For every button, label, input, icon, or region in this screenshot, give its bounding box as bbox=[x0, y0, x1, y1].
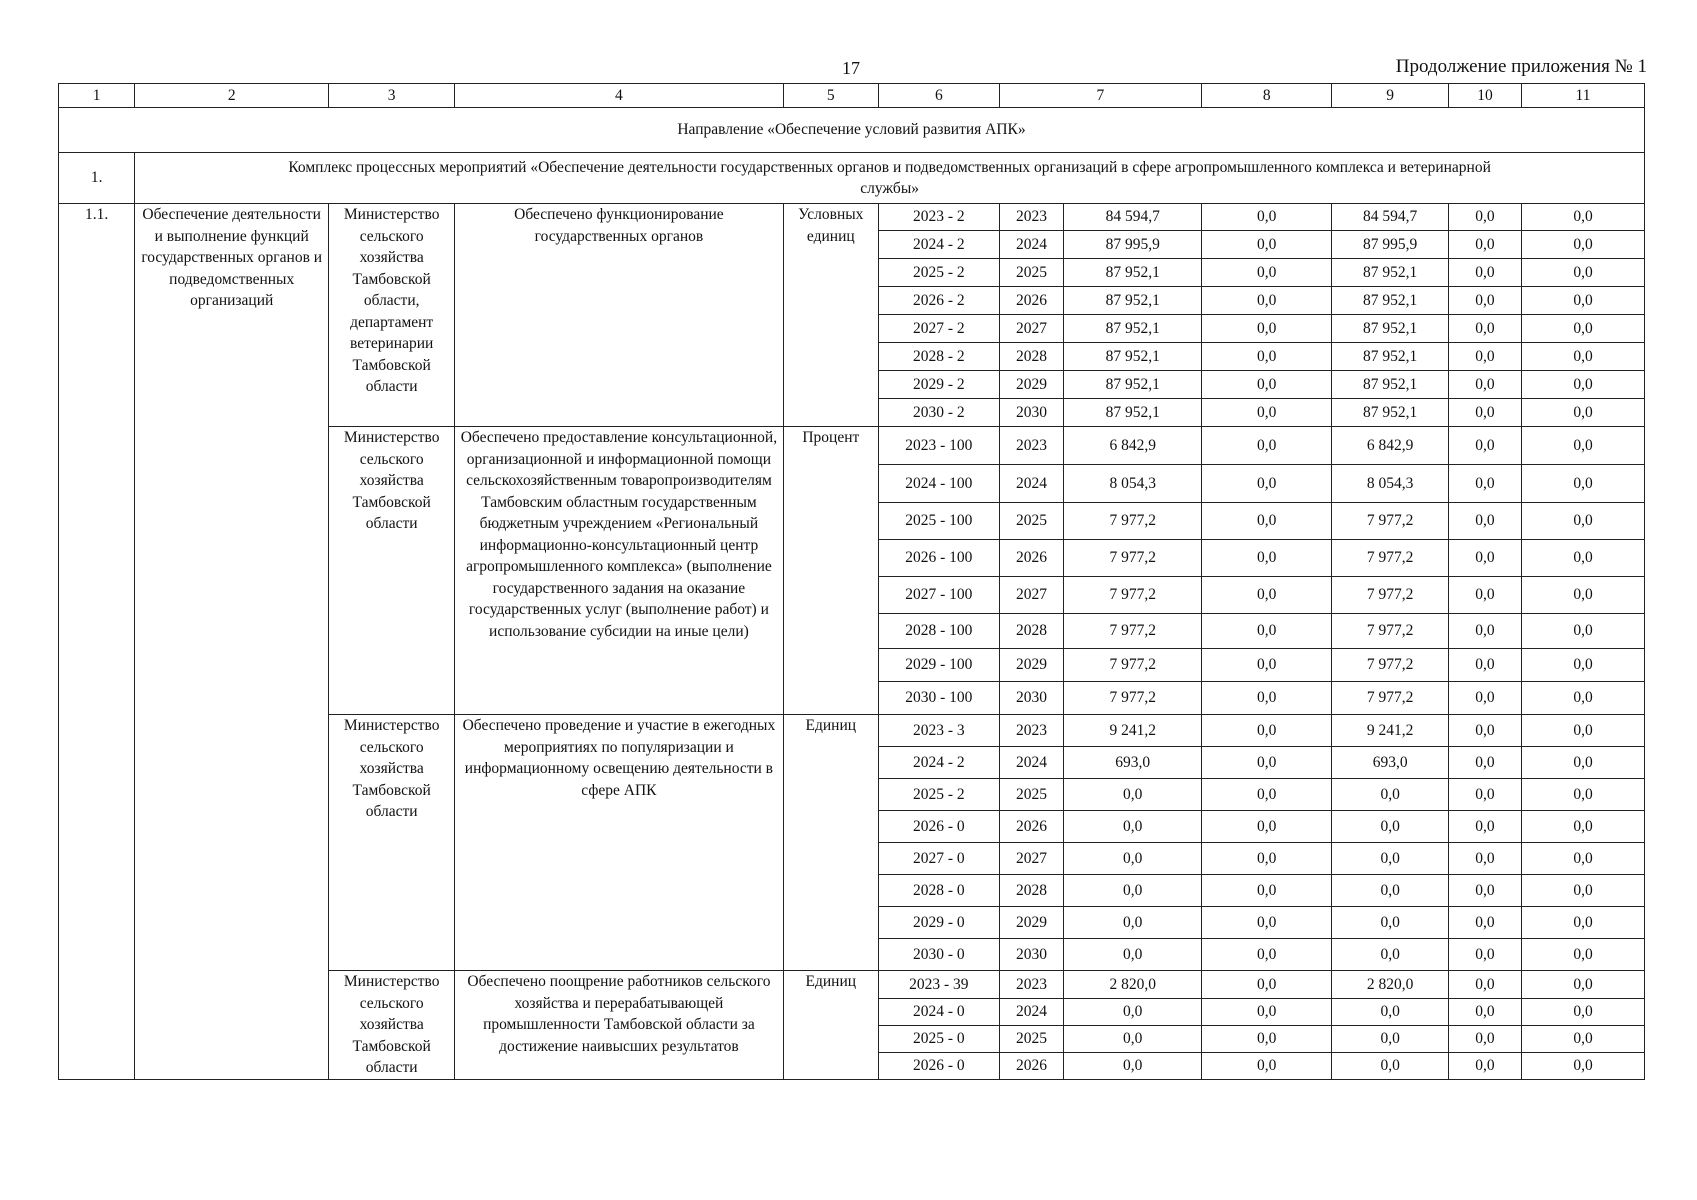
regional-budget: 2 820,0 bbox=[1332, 971, 1449, 999]
year: 2026 bbox=[999, 540, 1064, 577]
regional-budget: 693,0 bbox=[1332, 747, 1449, 779]
other-sources: 0,0 bbox=[1522, 843, 1645, 875]
other-sources: 0,0 bbox=[1522, 614, 1645, 649]
year: 2028 bbox=[999, 614, 1064, 649]
other-sources: 0,0 bbox=[1522, 427, 1645, 465]
other-sources: 0,0 bbox=[1522, 649, 1645, 682]
other-sources: 0,0 bbox=[1522, 540, 1645, 577]
total-amount: 2 820,0 bbox=[1064, 971, 1202, 999]
local-budget: 0,0 bbox=[1448, 427, 1521, 465]
complex-row bbox=[59, 153, 1645, 204]
federal-budget: 0,0 bbox=[1202, 649, 1332, 682]
year: 2029 bbox=[999, 907, 1064, 939]
other-sources: 0,0 bbox=[1522, 204, 1645, 231]
regional-budget: 0,0 bbox=[1332, 1053, 1449, 1080]
regional-budget: 8 054,3 bbox=[1332, 465, 1449, 503]
total-amount: 7 977,2 bbox=[1064, 614, 1202, 649]
col-3: 3 bbox=[329, 84, 455, 108]
federal-budget: 0,0 bbox=[1202, 811, 1332, 843]
total-amount: 0,0 bbox=[1064, 1026, 1202, 1053]
federal-budget: 0,0 bbox=[1202, 1026, 1332, 1053]
local-budget: 0,0 bbox=[1448, 315, 1521, 343]
local-budget: 0,0 bbox=[1448, 259, 1521, 287]
total-amount: 87 952,1 bbox=[1064, 315, 1202, 343]
federal-budget: 0,0 bbox=[1202, 779, 1332, 811]
federal-budget: 0,0 bbox=[1202, 503, 1332, 540]
result-cell: Обеспечено функционирование государственных органов bbox=[455, 204, 783, 427]
year: 2025 bbox=[999, 503, 1064, 540]
other-sources: 0,0 bbox=[1522, 715, 1645, 747]
local-budget: 0,0 bbox=[1448, 875, 1521, 907]
other-sources: 0,0 bbox=[1522, 811, 1645, 843]
col-10: 10 bbox=[1448, 84, 1521, 108]
page-number: 17 bbox=[842, 58, 860, 78]
other-sources: 0,0 bbox=[1522, 682, 1645, 715]
col-5: 5 bbox=[783, 84, 878, 108]
local-budget: 0,0 bbox=[1448, 779, 1521, 811]
other-sources: 0,0 bbox=[1522, 503, 1645, 540]
federal-budget: 0,0 bbox=[1202, 1053, 1332, 1080]
total-amount: 0,0 bbox=[1064, 1053, 1202, 1080]
federal-budget: 0,0 bbox=[1202, 231, 1332, 259]
executor-cell: Министерство сельского хозяйства Тамбовской области bbox=[329, 427, 455, 715]
year: 2024 bbox=[999, 999, 1064, 1026]
unit-cell: Условных единиц bbox=[783, 204, 878, 427]
local-budget: 0,0 bbox=[1448, 540, 1521, 577]
other-sources: 0,0 bbox=[1522, 779, 1645, 811]
local-budget: 0,0 bbox=[1448, 715, 1521, 747]
federal-budget: 0,0 bbox=[1202, 540, 1332, 577]
federal-budget: 0,0 bbox=[1202, 939, 1332, 971]
regional-budget: 87 952,1 bbox=[1332, 315, 1449, 343]
indicator-value: 2029 - 0 bbox=[878, 907, 999, 939]
local-budget: 0,0 bbox=[1448, 939, 1521, 971]
federal-budget: 0,0 bbox=[1202, 715, 1332, 747]
total-amount: 87 952,1 bbox=[1064, 371, 1202, 399]
other-sources: 0,0 bbox=[1522, 999, 1645, 1026]
local-budget: 0,0 bbox=[1448, 577, 1521, 614]
year: 2026 bbox=[999, 287, 1064, 315]
other-sources: 0,0 bbox=[1522, 747, 1645, 779]
year: 2030 bbox=[999, 682, 1064, 715]
regional-budget: 6 842,9 bbox=[1332, 427, 1449, 465]
local-budget: 0,0 bbox=[1448, 503, 1521, 540]
year: 2023 bbox=[999, 715, 1064, 747]
regional-budget: 87 952,1 bbox=[1332, 287, 1449, 315]
task-number: 1.1. bbox=[59, 204, 135, 1080]
indicator-value: 2023 - 3 bbox=[878, 715, 999, 747]
program-table bbox=[58, 83, 1645, 1080]
executor-cell: Министерство сельского хозяйства Тамбовской области, департамент ветеринарии Тамбовской области bbox=[329, 204, 455, 427]
local-budget: 0,0 bbox=[1448, 204, 1521, 231]
indicator-value: 2028 - 100 bbox=[878, 614, 999, 649]
federal-budget: 0,0 bbox=[1202, 682, 1332, 715]
indicator-value: 2024 - 100 bbox=[878, 465, 999, 503]
federal-budget: 0,0 bbox=[1202, 614, 1332, 649]
regional-budget: 0,0 bbox=[1332, 779, 1449, 811]
total-amount: 0,0 bbox=[1064, 939, 1202, 971]
year: 2025 bbox=[999, 259, 1064, 287]
federal-budget: 0,0 bbox=[1202, 907, 1332, 939]
total-amount: 0,0 bbox=[1064, 843, 1202, 875]
indicator-value: 2029 - 100 bbox=[878, 649, 999, 682]
total-amount: 7 977,2 bbox=[1064, 503, 1202, 540]
total-amount: 0,0 bbox=[1064, 907, 1202, 939]
year: 2028 bbox=[999, 875, 1064, 907]
local-budget: 0,0 bbox=[1448, 907, 1521, 939]
year: 2029 bbox=[999, 649, 1064, 682]
total-amount: 7 977,2 bbox=[1064, 649, 1202, 682]
other-sources: 0,0 bbox=[1522, 971, 1645, 999]
continuation-label: Продолжение приложения № 1 bbox=[1395, 56, 1647, 77]
indicator-value: 2026 - 2 bbox=[878, 287, 999, 315]
year: 2023 bbox=[999, 971, 1064, 999]
other-sources: 0,0 bbox=[1522, 907, 1645, 939]
executor-cell: Министерство сельского хозяйства Тамбовской области bbox=[329, 971, 455, 1080]
other-sources: 0,0 bbox=[1522, 343, 1645, 371]
regional-budget: 7 977,2 bbox=[1332, 614, 1449, 649]
federal-budget: 0,0 bbox=[1202, 259, 1332, 287]
total-amount: 693,0 bbox=[1064, 747, 1202, 779]
regional-budget: 7 977,2 bbox=[1332, 682, 1449, 715]
col-1: 1 bbox=[59, 84, 135, 108]
indicator-value: 2025 - 0 bbox=[878, 1026, 999, 1053]
indicator-value: 2027 - 0 bbox=[878, 843, 999, 875]
year: 2028 bbox=[999, 343, 1064, 371]
indicator-value: 2028 - 2 bbox=[878, 343, 999, 371]
other-sources: 0,0 bbox=[1522, 577, 1645, 614]
regional-budget: 87 952,1 bbox=[1332, 371, 1449, 399]
indicator-value: 2026 - 0 bbox=[878, 1053, 999, 1080]
federal-budget: 0,0 bbox=[1202, 371, 1332, 399]
col-2: 2 bbox=[135, 84, 329, 108]
regional-budget: 87 952,1 bbox=[1332, 259, 1449, 287]
federal-budget: 0,0 bbox=[1202, 343, 1332, 371]
other-sources: 0,0 bbox=[1522, 287, 1645, 315]
indicator-value: 2030 - 2 bbox=[878, 399, 999, 427]
regional-budget: 0,0 bbox=[1332, 1026, 1449, 1053]
regional-budget: 7 977,2 bbox=[1332, 577, 1449, 614]
other-sources: 0,0 bbox=[1522, 1026, 1645, 1053]
regional-budget: 7 977,2 bbox=[1332, 503, 1449, 540]
regional-budget: 0,0 bbox=[1332, 843, 1449, 875]
other-sources: 0,0 bbox=[1522, 259, 1645, 287]
indicator-value: 2023 - 39 bbox=[878, 971, 999, 999]
local-budget: 0,0 bbox=[1448, 371, 1521, 399]
indicator-value: 2023 - 2 bbox=[878, 204, 999, 231]
other-sources: 0,0 bbox=[1522, 1053, 1645, 1080]
indicator-value: 2024 - 0 bbox=[878, 999, 999, 1026]
other-sources: 0,0 bbox=[1522, 371, 1645, 399]
year: 2025 bbox=[999, 1026, 1064, 1053]
local-budget: 0,0 bbox=[1448, 231, 1521, 259]
federal-budget: 0,0 bbox=[1202, 577, 1332, 614]
regional-budget: 0,0 bbox=[1332, 907, 1449, 939]
year: 2026 bbox=[999, 811, 1064, 843]
indicator-value: 2028 - 0 bbox=[878, 875, 999, 907]
col-6: 6 bbox=[878, 84, 999, 108]
data-row bbox=[59, 204, 1645, 231]
local-budget: 0,0 bbox=[1448, 614, 1521, 649]
regional-budget: 9 241,2 bbox=[1332, 715, 1449, 747]
total-amount: 7 977,2 bbox=[1064, 540, 1202, 577]
local-budget: 0,0 bbox=[1448, 343, 1521, 371]
total-amount: 7 977,2 bbox=[1064, 577, 1202, 614]
other-sources: 0,0 bbox=[1522, 939, 1645, 971]
col-7: 7 bbox=[999, 84, 1201, 108]
local-budget: 0,0 bbox=[1448, 1026, 1521, 1053]
federal-budget: 0,0 bbox=[1202, 204, 1332, 231]
other-sources: 0,0 bbox=[1522, 231, 1645, 259]
local-budget: 0,0 bbox=[1448, 465, 1521, 503]
year: 2027 bbox=[999, 577, 1064, 614]
federal-budget: 0,0 bbox=[1202, 287, 1332, 315]
local-budget: 0,0 bbox=[1448, 843, 1521, 875]
result-cell: Обеспечено проведение и участие в ежегодных мероприятиях по популяризации и информационному освещению деятельности в сфере АПК bbox=[455, 715, 783, 971]
total-amount: 0,0 bbox=[1064, 999, 1202, 1026]
year: 2023 bbox=[999, 427, 1064, 465]
total-amount: 8 054,3 bbox=[1064, 465, 1202, 503]
column-number-row bbox=[59, 84, 1645, 108]
other-sources: 0,0 bbox=[1522, 399, 1645, 427]
unit-cell: Единиц bbox=[783, 971, 878, 1080]
total-amount: 87 952,1 bbox=[1064, 399, 1202, 427]
federal-budget: 0,0 bbox=[1202, 971, 1332, 999]
local-budget: 0,0 bbox=[1448, 971, 1521, 999]
local-budget: 0,0 bbox=[1448, 811, 1521, 843]
col-11: 11 bbox=[1522, 84, 1645, 108]
total-amount: 87 995,9 bbox=[1064, 231, 1202, 259]
regional-budget: 0,0 bbox=[1332, 999, 1449, 1026]
year: 2029 bbox=[999, 371, 1064, 399]
indicator-value: 2025 - 2 bbox=[878, 779, 999, 811]
total-amount: 84 594,7 bbox=[1064, 204, 1202, 231]
col-9: 9 bbox=[1332, 84, 1449, 108]
indicator-value: 2024 - 2 bbox=[878, 231, 999, 259]
regional-budget: 0,0 bbox=[1332, 811, 1449, 843]
regional-budget: 87 952,1 bbox=[1332, 343, 1449, 371]
total-amount: 7 977,2 bbox=[1064, 682, 1202, 715]
direction-row bbox=[59, 108, 1645, 153]
indicator-value: 2025 - 2 bbox=[878, 259, 999, 287]
federal-budget: 0,0 bbox=[1202, 315, 1332, 343]
year: 2025 bbox=[999, 779, 1064, 811]
col-8: 8 bbox=[1202, 84, 1332, 108]
year: 2027 bbox=[999, 315, 1064, 343]
year: 2024 bbox=[999, 231, 1064, 259]
indicator-value: 2030 - 100 bbox=[878, 682, 999, 715]
local-budget: 0,0 bbox=[1448, 747, 1521, 779]
unit-cell: Процент bbox=[783, 427, 878, 715]
col-4: 4 bbox=[455, 84, 783, 108]
federal-budget: 0,0 bbox=[1202, 747, 1332, 779]
task-name: Обеспечение деятельности и выполнение функций государственных органов и подведомственных организаций bbox=[135, 204, 329, 1080]
indicator-value: 2029 - 2 bbox=[878, 371, 999, 399]
total-amount: 0,0 bbox=[1064, 779, 1202, 811]
year: 2030 bbox=[999, 399, 1064, 427]
federal-budget: 0,0 bbox=[1202, 843, 1332, 875]
other-sources: 0,0 bbox=[1522, 465, 1645, 503]
year: 2024 bbox=[999, 747, 1064, 779]
local-budget: 0,0 bbox=[1448, 649, 1521, 682]
indicator-value: 2030 - 0 bbox=[878, 939, 999, 971]
year: 2026 bbox=[999, 1053, 1064, 1080]
complex-number: 1. bbox=[59, 153, 135, 204]
complex-title: Комплекс процессных мероприятий «Обеспечение деятельности государственных органов и подведомственных организаций в сфере агропромышленного комплекса и ветеринарной службы» bbox=[135, 153, 1645, 204]
federal-budget: 0,0 bbox=[1202, 427, 1332, 465]
local-budget: 0,0 bbox=[1448, 287, 1521, 315]
local-budget: 0,0 bbox=[1448, 682, 1521, 715]
year: 2024 bbox=[999, 465, 1064, 503]
total-amount: 9 241,2 bbox=[1064, 715, 1202, 747]
result-cell: Обеспечено предоставление консультационной, организационной и информационной помощи сельскохозяйственным товаропроизводителям Тамбовским областным государственным бюджетным учреждением «Региональный информационно-консультационный центр агропромышленного комплекса» (выполнение государственного задания на оказание государственных услуг (выполнение работ) и использование субсидии на иные цели) bbox=[455, 427, 783, 715]
local-budget: 0,0 bbox=[1448, 999, 1521, 1026]
regional-budget: 84 594,7 bbox=[1332, 204, 1449, 231]
indicator-value: 2023 - 100 bbox=[878, 427, 999, 465]
indicator-value: 2027 - 2 bbox=[878, 315, 999, 343]
unit-cell: Единиц bbox=[783, 715, 878, 971]
year: 2027 bbox=[999, 843, 1064, 875]
federal-budget: 0,0 bbox=[1202, 465, 1332, 503]
indicator-value: 2024 - 2 bbox=[878, 747, 999, 779]
regional-budget: 87 995,9 bbox=[1332, 231, 1449, 259]
total-amount: 0,0 bbox=[1064, 875, 1202, 907]
total-amount: 87 952,1 bbox=[1064, 287, 1202, 315]
indicator-value: 2026 - 100 bbox=[878, 540, 999, 577]
year: 2023 bbox=[999, 204, 1064, 231]
local-budget: 0,0 bbox=[1448, 399, 1521, 427]
other-sources: 0,0 bbox=[1522, 875, 1645, 907]
federal-budget: 0,0 bbox=[1202, 875, 1332, 907]
federal-budget: 0,0 bbox=[1202, 999, 1332, 1026]
regional-budget: 0,0 bbox=[1332, 875, 1449, 907]
year: 2030 bbox=[999, 939, 1064, 971]
local-budget: 0,0 bbox=[1448, 1053, 1521, 1080]
executor-cell: Министерство сельского хозяйства Тамбовской области bbox=[329, 715, 455, 971]
direction-title: Направление «Обеспечение условий развития АПК» bbox=[59, 108, 1645, 153]
federal-budget: 0,0 bbox=[1202, 399, 1332, 427]
result-cell: Обеспечено поощрение работников сельского хозяйства и перерабатывающей промышленности Тамбовской области за достижение наивысших результатов bbox=[455, 971, 783, 1080]
indicator-value: 2026 - 0 bbox=[878, 811, 999, 843]
regional-budget: 87 952,1 bbox=[1332, 399, 1449, 427]
regional-budget: 7 977,2 bbox=[1332, 649, 1449, 682]
indicator-value: 2027 - 100 bbox=[878, 577, 999, 614]
total-amount: 0,0 bbox=[1064, 811, 1202, 843]
indicator-value: 2025 - 100 bbox=[878, 503, 999, 540]
total-amount: 87 952,1 bbox=[1064, 343, 1202, 371]
regional-budget: 7 977,2 bbox=[1332, 540, 1449, 577]
other-sources: 0,0 bbox=[1522, 315, 1645, 343]
total-amount: 87 952,1 bbox=[1064, 259, 1202, 287]
total-amount: 6 842,9 bbox=[1064, 427, 1202, 465]
regional-budget: 0,0 bbox=[1332, 939, 1449, 971]
